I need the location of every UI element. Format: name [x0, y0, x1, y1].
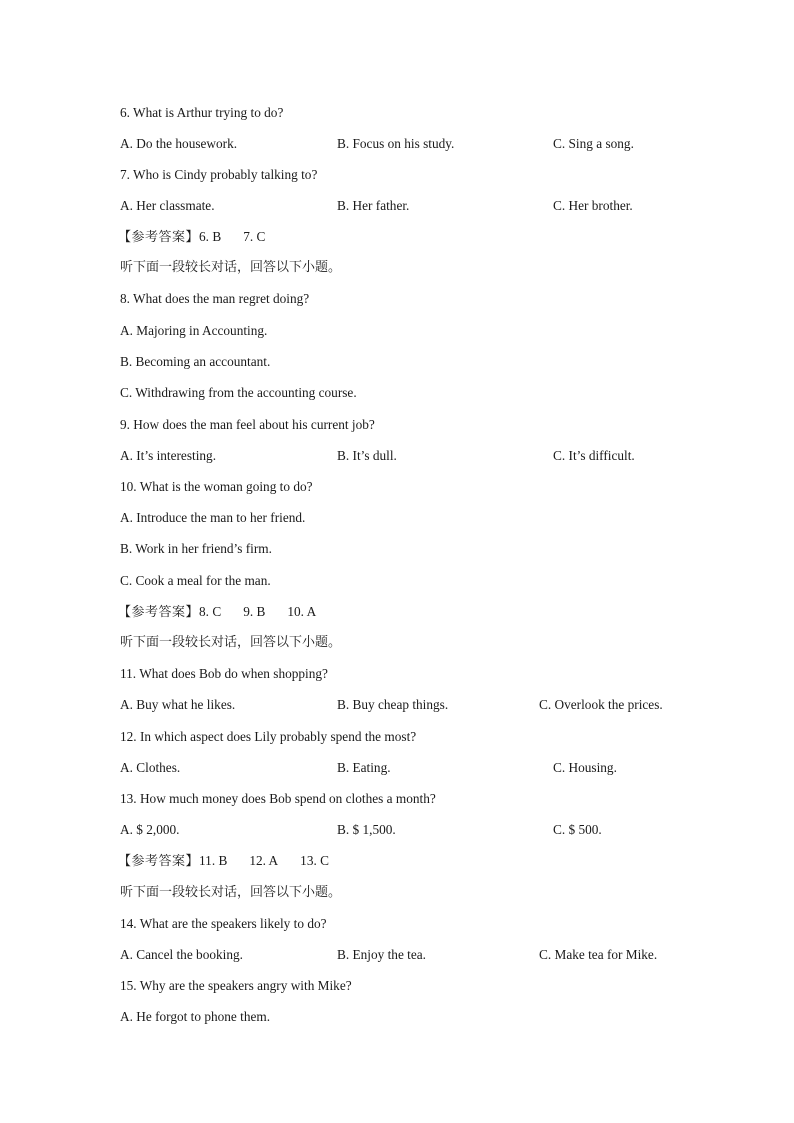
- option-12-c: C. Housing.: [553, 760, 617, 775]
- option-14-a: A. Cancel the booking.: [120, 947, 243, 962]
- option-9-c: C. It’s difficult.: [553, 448, 635, 463]
- options-7: [120, 197, 680, 215]
- option-9-a: A. It’s interesting.: [120, 448, 217, 463]
- answer-key-11-13: [118, 852, 329, 871]
- options-12: [120, 759, 680, 777]
- question-14: 14. What are the speakers likely to do?: [120, 916, 327, 931]
- options-9: [120, 447, 680, 465]
- answer-label: 【参考答案】: [118, 605, 200, 620]
- answer-6: 6. B: [199, 229, 222, 244]
- answer-8: 8. C: [199, 604, 222, 619]
- answer-9: 9. B: [243, 604, 266, 619]
- option-13-b: B. $ 1,500.: [337, 822, 396, 837]
- answer-11: 11. B: [199, 853, 228, 868]
- option-7-a: A. Her classmate.: [120, 198, 215, 213]
- answer-13: 13. C: [300, 853, 329, 868]
- question-11: 11. What does Bob do when shopping?: [120, 666, 328, 681]
- question-10: 10. What is the woman going to do?: [120, 479, 313, 494]
- options-6: [120, 135, 680, 153]
- option-8-b: B. Becoming an accountant.: [120, 354, 271, 369]
- option-6-a: A. Do the housework.: [120, 136, 238, 151]
- option-12-a: A. Clothes.: [120, 760, 181, 775]
- option-11-b: B. Buy cheap things.: [337, 697, 449, 712]
- option-8-c: C. Withdrawing from the accounting course.: [120, 385, 357, 400]
- option-11-c: C. Overlook the prices.: [539, 697, 663, 712]
- option-15-a: A. He forgot to phone them.: [120, 1009, 271, 1024]
- option-13-a: A. $ 2,000.: [120, 822, 180, 837]
- question-15: 15. Why are the speakers angry with Mike?: [120, 978, 352, 993]
- answer-label: 【参考答案】: [118, 230, 200, 245]
- listening-instruction: 听下面一段较长对话，回答以下小题。: [120, 885, 342, 900]
- option-14-b: B. Enjoy the tea.: [337, 947, 426, 962]
- listening-instruction: 听下面一段较长对话，回答以下小题。: [120, 635, 342, 650]
- answer-10: 10. A: [287, 604, 317, 619]
- option-13-c: C. $ 500.: [553, 822, 602, 837]
- answer-12: 12. A: [249, 853, 279, 868]
- question-9: 9. How does the man feel about his current job?: [120, 417, 375, 432]
- option-6-c: C. Sing a song.: [553, 136, 634, 151]
- answer-7: 7. C: [243, 229, 266, 244]
- question-12: 12. In which aspect does Lily probably spend the most?: [120, 729, 417, 744]
- option-9-b: B. It’s dull.: [337, 448, 397, 463]
- listening-instruction: 听下面一段较长对话，回答以下小题。: [120, 260, 342, 275]
- option-11-a: A. Buy what he likes.: [120, 697, 236, 712]
- answer-label: 【参考答案】: [118, 854, 200, 869]
- option-10-c: C. Cook a meal for the man.: [120, 573, 271, 588]
- options-11: [120, 696, 680, 714]
- answer-key-6-7: [118, 228, 265, 247]
- question-6: 6. What is Arthur trying to do?: [120, 105, 284, 120]
- option-6-b: B. Focus on his study.: [337, 136, 455, 151]
- answer-key-8-10: [118, 603, 316, 622]
- option-7-c: C. Her brother.: [553, 198, 633, 213]
- option-10-b: B. Work in her friend’s firm.: [120, 541, 272, 556]
- question-8: 8. What does the man regret doing?: [120, 291, 310, 306]
- options-14: [120, 946, 680, 964]
- option-8-a: A. Majoring in Accounting.: [120, 323, 268, 338]
- question-13: 13. How much money does Bob spend on clothes a month?: [120, 791, 436, 806]
- option-7-b: B. Her father.: [337, 198, 410, 213]
- option-14-c: C. Make tea for Mike.: [539, 947, 658, 962]
- option-10-a: A. Introduce the man to her friend.: [120, 510, 306, 525]
- option-12-b: B. Eating.: [337, 760, 391, 775]
- options-13: [120, 821, 680, 839]
- question-7: 7. Who is Cindy probably talking to?: [120, 167, 318, 182]
